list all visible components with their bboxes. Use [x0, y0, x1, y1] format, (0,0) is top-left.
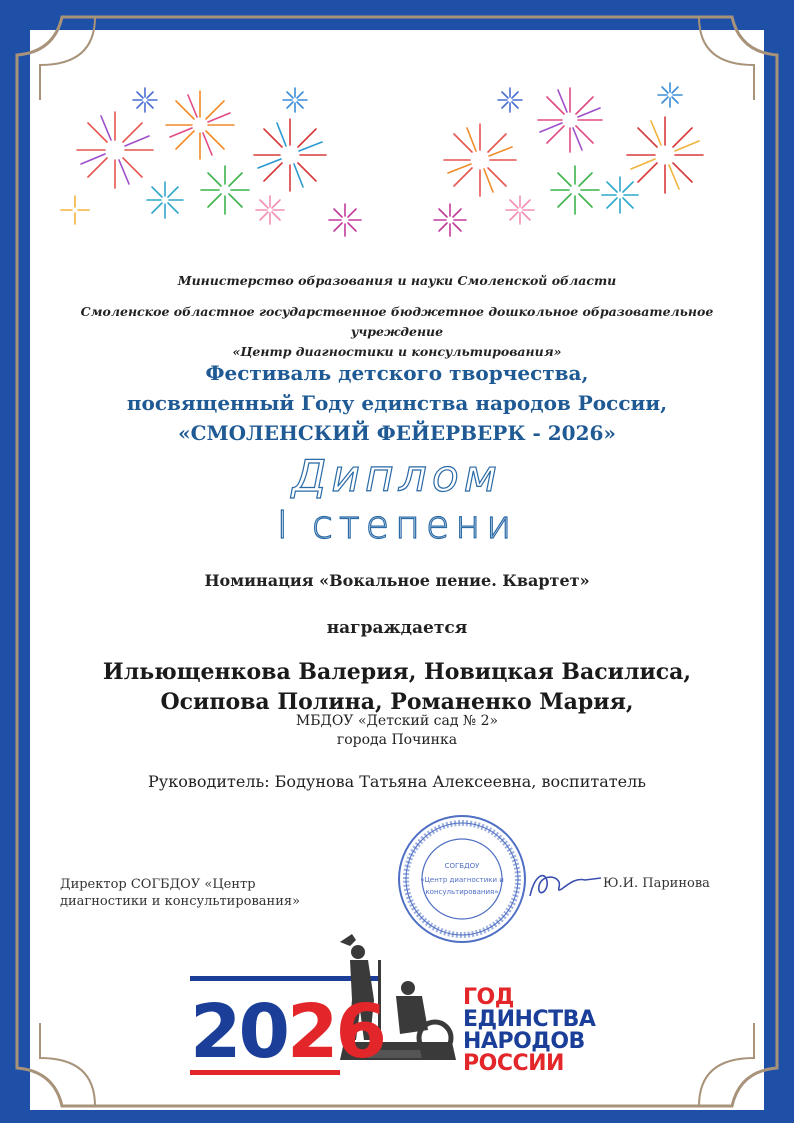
awarded-label: награждается: [326, 618, 468, 638]
logo-text-line-2: ЕДИНСТВА: [463, 1007, 596, 1032]
logo-text: [463, 987, 595, 1075]
festival-line-1: Фестиваль детского творчества,: [205, 361, 589, 385]
institution-line-2: «Центр диагностики и консультирования»: [232, 344, 562, 359]
ministry-name: Министерство образования и науки Смоленской области: [177, 273, 617, 288]
names-line-1: Ильющенкова Валерия, Новицкая Василиса,: [102, 659, 692, 685]
logo-text-line-3: НАРОДОВ: [463, 1029, 585, 1054]
stamp-line-2: «Центр диагностики и: [420, 876, 504, 884]
signatory-name: Ю.И. Паринова: [603, 876, 710, 891]
awardee-names: [40, 657, 754, 717]
fireworks-right-image: [420, 80, 740, 250]
logo-year-blue: 20: [190, 989, 287, 1075]
leader-info: Руководитель: Бодунова Татьяна Алексеевна, воспитатель: [148, 772, 646, 791]
diploma-degree: I степени: [276, 503, 518, 547]
year-of-unity-logo: [190, 930, 610, 1080]
official-stamp: [395, 812, 530, 947]
diploma-heading: [40, 453, 754, 549]
director-line-2: диагностики и консультирования»: [60, 894, 301, 909]
stamp-line-1: СОГБДОУ: [444, 862, 480, 870]
diploma-word: Диплом: [292, 451, 502, 502]
institution-line-1: Смоленское областное государственное бюджетное дошкольное образовательное учреждение: [80, 304, 714, 339]
director-signature: [525, 866, 605, 906]
director-title: [60, 876, 300, 910]
director-line-1: Директор СОГБДОУ «Центр: [60, 877, 256, 892]
fireworks-left-image: [55, 80, 375, 250]
school-line-2: города Починка: [336, 732, 458, 748]
nomination: Номинация «Вокальное пение. Квартет»: [204, 571, 590, 590]
festival-title: [40, 358, 754, 448]
logo-year-red: 26: [286, 989, 384, 1075]
school-info: [40, 712, 754, 750]
festival-line-2: посвященный Году единства народов России,: [126, 391, 668, 415]
logo-text-line-4: РОССИИ: [463, 1051, 564, 1076]
festival-line-3: «СМОЛЕНСКИЙ ФЕЙЕРВЕРК - 2026»: [178, 421, 616, 445]
school-line-1: МБДОУ «Детский сад № 2»: [295, 713, 499, 729]
stamp-line-3: консультирования»: [425, 888, 499, 896]
logo-year: [190, 989, 384, 1075]
logo-text-line-1: ГОД: [463, 985, 514, 1010]
institution-name: [40, 302, 754, 362]
names-line-2: Осипова Полина, Романенко Мария,: [160, 689, 634, 715]
